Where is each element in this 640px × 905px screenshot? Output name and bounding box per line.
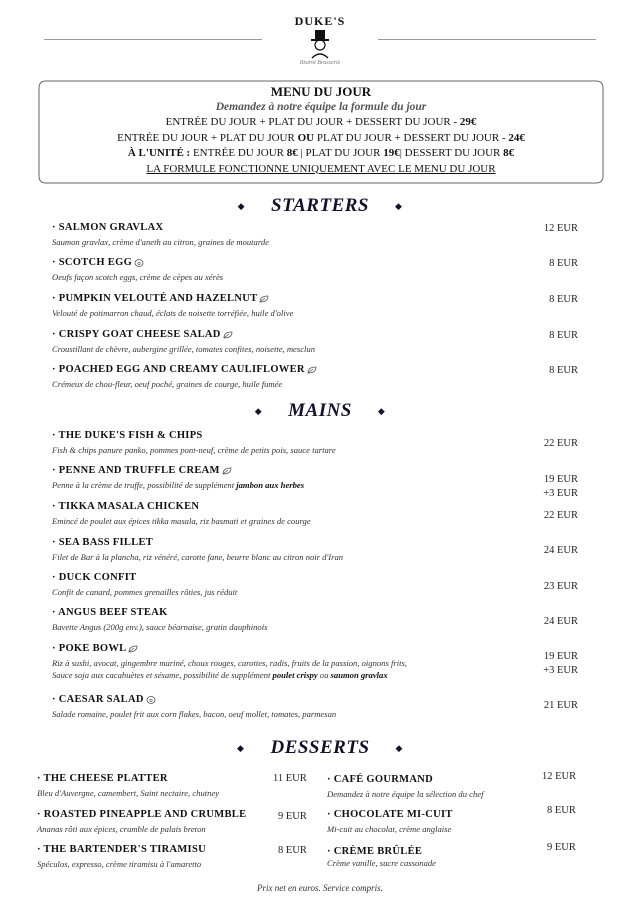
formula-line-4: LA FORMULE FONCTIONNE UNIQUEMENT AVEC LE MENU DU JOUR	[146, 162, 496, 175]
formula-line-2: ENTRÉE DU JOUR + PLAT DU JOUR OU PLAT DU JOUR + DESSERT DU JOUR - 24€	[117, 131, 525, 144]
dessert-item: · CRÈME BRÛLÉE Crème vanille, sucre cassonade	[327, 846, 436, 868]
dessert-price: 11 EUR	[273, 773, 307, 784]
formula-line-3: À L'UNITÉ : ENTRÉE DU JOUR 8€ | PLAT DU JOUR 19€| DESSERT DU JOUR 8€	[127, 147, 515, 159]
leaf-icon	[128, 645, 138, 653]
desserts-heading: ◆ DESSERTS ◆	[237, 737, 403, 758]
menu-item: · POKE BOWL Riz à sushi, avocat, gingembre mariné, choux rouges, carottes, radis, fruits de la passion, oignons frits, Sauce soja aux cacahuètes et sésame, possibilité de supplément poulet crispy ou saumon gravlax	[52, 643, 407, 680]
leaf-icon	[307, 366, 317, 374]
item-price: 21 EUR	[543, 700, 578, 711]
pig-icon	[134, 258, 144, 267]
menu-item: · SCOTCH EGG Oeufs façon scotch eggs, crème de cèpes au xérès	[52, 257, 224, 282]
leaf-icon	[222, 467, 232, 475]
diamond-icon: ◆	[395, 743, 403, 754]
diamond-icon: ◆	[395, 201, 403, 212]
logo-sub: Bistrot Brasserie	[299, 60, 341, 66]
item-price: 8 EUR	[549, 330, 578, 341]
menu-item: · ANGUS BEEF STEAK Bavette Angus (200g env.), sauce béarnaise, gratin dauphinois	[52, 607, 268, 632]
footer-note: Prix net en euros. Service compris.	[257, 883, 383, 893]
item-price: 19 EUR +3 EUR	[543, 474, 578, 499]
item-price: 8 EUR	[549, 258, 578, 269]
logo-name: DUKE'S	[294, 14, 346, 28]
menu-item: · CRISPY GOAT CHEESE SALAD Croustillant de chèvre, aubergine grillée, tomates confites, noisette, mesclun	[52, 329, 316, 354]
dessert-price: 9 EUR	[547, 842, 576, 853]
dessert-price: 9 EUR	[278, 811, 307, 822]
item-price: 8 EUR	[549, 294, 578, 305]
leaf-icon	[223, 331, 233, 339]
item-price: 23 EUR	[543, 581, 578, 592]
dessert-item: · CHOCOLATE MI-CUIT Mi-cuit au chocolat, crème anglaise	[327, 809, 453, 834]
item-price: 24 EUR	[543, 545, 578, 556]
dessert-price: 12 EUR	[542, 771, 577, 782]
header-line-right	[378, 39, 596, 40]
menu-item: · TIKKA MASALA CHICKEN Emincé de poulet aux épices tikka masala, riz basmati et graines de courge	[52, 501, 311, 526]
menu-item: · PENNE AND TRUFFLE CREAM Penne à la crème de truffe, possibilité de supplément jambon aux herbes	[52, 465, 305, 490]
dessert-price: 8 EUR	[278, 845, 307, 856]
menu-item: · SEA BASS FILLET Filet de Bar à la plancha, riz vénéré, carotte fane, beurre blanc au citron noir d'Iran	[52, 537, 344, 562]
diamond-icon: ◆	[237, 201, 245, 212]
menu-item: · THE DUKE'S FISH & CHIPS Fish & chips panure panko, pommes pont-neuf, crème de petits pois, sauce tartare	[52, 430, 336, 455]
menu-du-jour-subtitle: Demandez à notre équipe la formule du jour	[215, 100, 427, 113]
diamond-icon: ◆	[237, 743, 245, 754]
dessert-item: · ROASTED PINEAPPLE AND CRUMBLE Ananas rôti aux épices, crumble de palais breton	[37, 809, 247, 834]
item-price: 22 EUR	[543, 510, 578, 521]
dessert-item: · THE CHEESE PLATTER Bleu d'Auvergne, camembert, Saint nectaire, chutney	[37, 773, 220, 798]
leaf-icon	[259, 295, 269, 303]
dessert-item: · THE BARTENDER'S TIRAMISU Spéculos, expresso, crème tiramisu à l'amaretto	[37, 844, 206, 869]
menu-item: · PUMPKIN VELOUTÉ AND HAZELNUT Velouté de potimarron chaud, éclats de noisette torréfiée, huile d'olive	[52, 293, 294, 318]
diamond-icon: ◆	[254, 406, 263, 417]
item-price: 24 EUR	[543, 616, 578, 627]
menu-item: · DUCK CONFIT Confit de canard, pommes grenailles rôties, jus réduit	[52, 572, 238, 597]
menu-item: · POACHED EGG AND CREAMY CAULIFLOWER Crémeux de chou-fleur, oeuf poché, graines de courge, huile fumée	[52, 364, 592, 390]
dessert-price: 8 EUR	[547, 805, 576, 816]
menu-item: · CAESAR SALAD Salade romaine, poulet frit aux corn flakes, bacon, oeuf mollet, tomates, parmesan	[52, 694, 337, 719]
starters-heading: ◆ STARTERS ◆	[237, 195, 403, 216]
menu-item: · SALMON GRAVLAX Saumon gravlax, crème d'aneth au citron, graines de moutarde	[52, 222, 269, 247]
diamond-icon: ◆	[377, 406, 386, 417]
item-price: 22 EUR	[543, 438, 578, 449]
dessert-item: · CAFÉ GOURMAND Demandez à notre équipe la sélection du chef	[327, 774, 484, 799]
item-price: 8 EUR	[549, 365, 578, 376]
menu-du-jour-title: MENU DU JOUR	[270, 84, 372, 99]
header-line-left	[44, 39, 262, 40]
mains-heading: ◆ MAINS ◆	[254, 400, 386, 421]
menu-du-jour-box	[38, 80, 604, 184]
formula-line-1: ENTRÉE DU JOUR + PLAT DU JOUR + DESSERT DU JOUR - 29€	[165, 116, 477, 128]
pig-icon	[146, 695, 156, 704]
item-price: 19 EUR +3 EUR	[543, 651, 578, 676]
item-price: 12 EUR	[543, 223, 578, 234]
dukes-logo	[292, 10, 348, 72]
